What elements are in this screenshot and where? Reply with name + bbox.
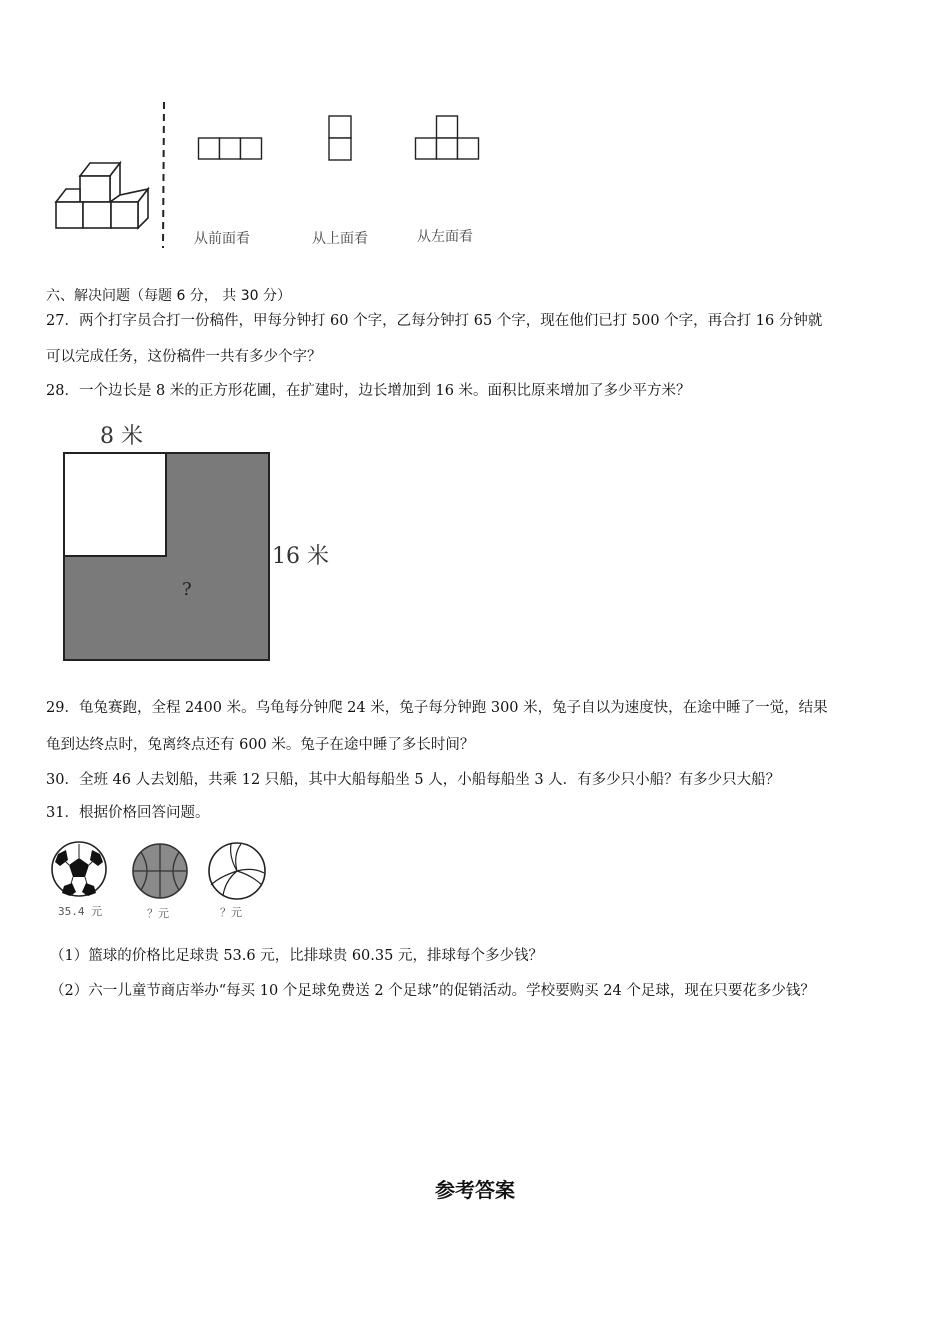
front-view-label: 从前面看 <box>194 231 250 247</box>
basketball-icon <box>131 842 189 900</box>
top-view-label: 从上面看 <box>312 231 368 247</box>
q31-sub2: （2）六一儿童节商店举办“每买 10 个足球免费送 2 个足球”的促销活动。学校要购买 24 个足球，现在只要花多少钱？ <box>50 983 815 999</box>
q29-line1: 29．龟兔赛跑，全程 2400 米。乌龟每分钟爬 24 米，兔子每分钟跑 300 米，兔子自以为速度快，在途中睡了一觉，结果 <box>46 700 828 716</box>
q31-sub1: （1）篮球的价格比足球贵 53.6 元，比排球贵 60.35 元，排球每个多少钱？ <box>50 948 543 964</box>
garden-side-label: 16 米 <box>272 544 329 569</box>
top-view-figure <box>327 114 355 162</box>
volleyball-price: ？元 <box>220 906 242 919</box>
q30-text: 30．全班 46 人去划船，共乘 12 只船，其中大船每船坐 5 人，小船每船坐 3 人．有多少只小船？有多少只大船？ <box>46 772 781 788</box>
q28-text: 28．一个边长是 8 米的正方形花圃，在扩建时，边长增加到 16 米。面积比原来增加了多少平方米？ <box>46 383 691 399</box>
garden-question-mark: ? <box>182 579 192 600</box>
basketball-price: ？元 <box>147 907 169 920</box>
left-view-label: 从左面看 <box>417 229 473 245</box>
garden-top-label: 8 米 <box>100 424 143 449</box>
front-view-figure <box>197 136 267 162</box>
q29-line2: 龟到达终点时，兔离终点还有 600 米。兔子在途中睡了多长时间？ <box>46 737 475 753</box>
football-price: 35.4 元 <box>58 905 103 918</box>
answers-title: 参考答案 <box>435 1178 515 1202</box>
q27-line1: 27．两个打字员合打一份稿件，甲每分钟打 60 个字，乙每分钟打 65 个字，现在他们已打 500 个字，再合打 16 分钟就 <box>46 313 823 329</box>
left-view-figure <box>413 114 483 162</box>
q27-line2: 可以完成任务，这份稿件一共有多少个字？ <box>46 349 322 365</box>
volleyball-icon <box>207 841 267 901</box>
cube-stack-figure <box>50 150 150 232</box>
q31-text: 31．根据价格回答问题。 <box>46 805 210 821</box>
section-heading: 六、解决问题（每题 6 分， 共 30 分） <box>46 288 291 304</box>
football-icon <box>50 840 108 898</box>
dashed-divider <box>160 100 168 250</box>
